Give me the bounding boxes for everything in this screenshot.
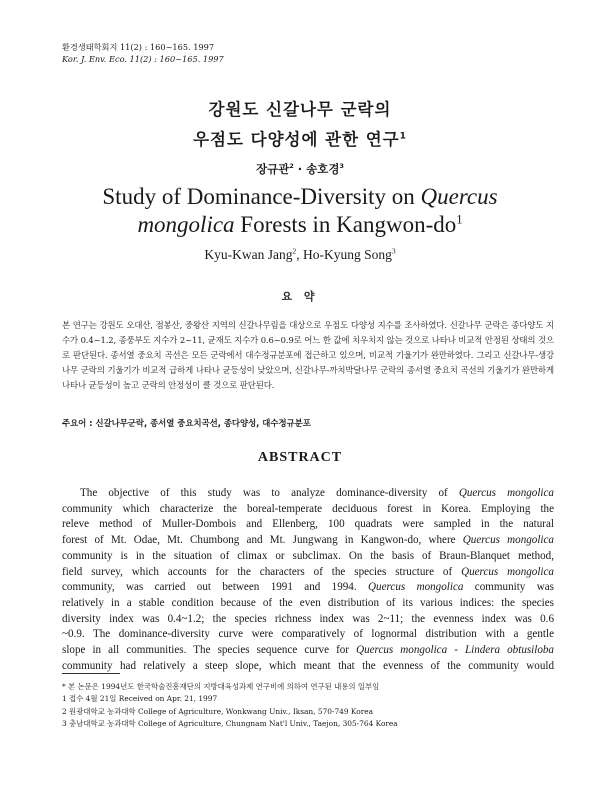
korean-author-2: 송호경 [306,162,340,176]
abstract-species-name: Quercus mongolica [458,487,554,499]
abstract-heading: ABSTRACT [257,450,343,465]
keywords: 주요어 : 신갈나무군락, 종서열 중요치곡선, 종다양성, 대수정규분포 [62,418,311,428]
korean-title-line-2-text: 우점도 다양성에 관한 연구 [193,130,400,149]
english-author-2-mark: 3 [391,246,396,256]
abstract-species-name: Quercus mongolica - Lindera obtusiloba [356,644,554,657]
abstract-species-name: Quercus mongolica [368,581,464,594]
abstract-line [62,486,554,502]
english-title-line-2 [0,212,600,238]
abstract-text: community was [463,581,554,594]
journal-citation-korean: 환경생태학회지 11(2) : 160~165. 1997 [62,42,215,52]
korean-abstract-heading: 요 약 [281,290,319,303]
korean-author-1: 장규관 [256,162,290,176]
english-title-line-1 [0,184,600,210]
abstract-species-name: Quercus mongolica [461,565,554,578]
korean-title-line-2 [0,126,600,150]
abstract-text: field survey, which accounts for the characters of the species structure of [62,565,462,578]
korean-authors [0,161,600,177]
abstract-line: community had relatively a steep slope, which meant that the evenness of the community would [62,659,554,672]
english-title-genus: Quercus [420,184,498,209]
journal-citation-english: Kor. J. Env. Eco. 11(2) : 160~165. 1997 [62,54,224,64]
footnotes [62,681,554,731]
english-author-1: Kyu-Kwan Jang [204,247,293,262]
abstract-species-name: Quercus mongolica [462,534,554,547]
korean-title-line-1: 강원도 신갈나무 군락의 [208,100,392,119]
abstract-line [62,565,554,581]
english-author-2: Ho-Kyung Song [302,247,392,262]
english-author-separator: , [296,247,303,262]
footnote-affiliation-1: 2 원광대학교 농과대학 College of Agriculture, Wonkwang Univ., Iksan, 570-749 Korea [62,706,374,716]
footnote-divider [62,673,120,674]
korean-title-footnote-mark: 1 [399,131,407,142]
abstract-text: slope in all communities. The species sequence curve for [62,644,357,657]
abstract-text: forest of Mt. Odae, Mt. Chumbong and Mt. Jungwang in Kangwon-do, where [62,534,463,547]
abstract-line: community which characterize the boreal-temperate deciduous forest in Korea. Employing the [62,502,554,515]
abstract-line [62,643,554,659]
abstract-line [62,533,554,549]
journal-citation [62,41,224,65]
abstract-line: diversity index was 0.4~1.2; the species richness index was 2~11; the evenness index was 0.6 [62,612,554,625]
korean-author-separator: · [293,162,307,176]
footnote-received: 1 접수 4월 21일 Received on Apr. 21, 1997 [62,694,218,704]
abstract-text: community, was carried out between 1991 and 1994. [62,581,369,594]
english-author-1-mark: 2 [292,246,297,256]
abstract-text: The objective of this study was to analyze dominance-diversity of [80,487,459,499]
english-title-line-2-text: Forests in Kangwon-do [234,212,457,237]
korean-author-1-mark: 2 [289,163,294,171]
korean-author-2-mark: 3 [339,163,344,171]
korean-abstract-body: 본 연구는 강원도 오대산, 점봉산, 중왕산 지역의 신갈나무림을 대상으로 우점도 다양성 지수를 조사하였다. 신갈나무 군락은 종다양도 지수가 0.4~1.2, 종풍부도 지수가 2~11, 균재도 지수가 0.6~0.9로 어느 한 값에 치우치지 않는 것으로 나타나 비교적 안정된 상태의 것으로 판단된다. 종서열 중요치 곡선은 모든 군락에서 대수정규분포에 접근하고 있으며, 비교적 기울기가 완만하였다. 그리고 신갈나무-생강나무 군락의 기울기가 비교적 급하게 나타나 균등성이 낮았으며, 신갈나무-까치박달나무 군락의 종서열 중요치 곡선의 기울기가 완만하게 나타나 균등성이 높고 군락의 안정성이 클 것으로 판단된다. [62,320,554,391]
footnote-affiliation-2: 3 충남대학교 농과대학 College of Agriculture, Chungnam Nat'l Univ., Taejon, 305-764 Korea [62,719,398,729]
abstract-line: releve method of Muller-Dombois and Ellenberg, 100 quadrats were sampled in the natural [62,518,554,531]
footnote-funding: * 본 논문은 1994년도 한국학술진흥재단의 지방대육성과제 연구비에 의하여 연구된 내용의 일부임 [62,682,380,691]
english-title-species: mongolica [137,212,235,237]
english-title-footnote-mark: 1 [456,212,463,227]
abstract-body [62,486,554,674]
abstract-line [62,580,554,596]
english-authors [0,247,600,263]
abstract-line: ~0.9. The dominance-diversity curve were comparatively of lognormal distribution with a gentle [62,628,554,641]
english-title-line-1-text: Study of Dominance-Diversity on [102,184,421,209]
abstract-line: community is in the situation of climax or subclimax. On the basis of Braun-Blanquet method, [62,549,554,562]
abstract-line: relatively in a stable condition because of the even distribution of its various indices: the species [62,596,554,609]
